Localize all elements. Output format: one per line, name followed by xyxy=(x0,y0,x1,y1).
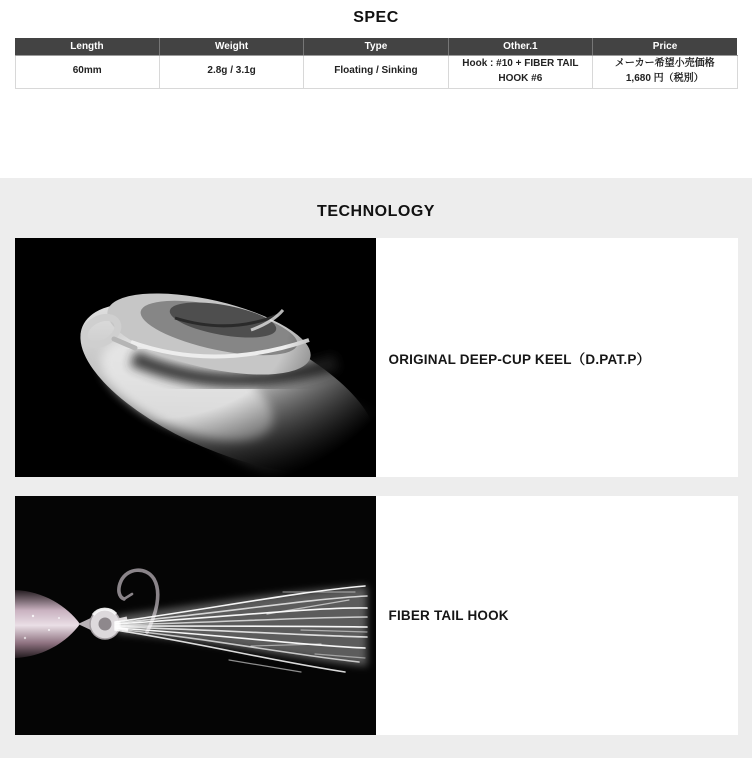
deep-cup-keel-label: ORIGINAL DEEP-CUP KEEL（D.PAT.P） xyxy=(376,238,738,477)
spec-title: SPEC xyxy=(353,9,399,26)
spec-col-other1: Other.1 xyxy=(448,38,592,55)
spec-value-row xyxy=(15,55,737,88)
spec-col-length: Length xyxy=(15,38,159,55)
spec-section xyxy=(0,0,752,178)
technology-row-deep-cup-keel xyxy=(15,238,738,477)
technology-section xyxy=(0,178,752,758)
spec-value-other1: Hook : #10 + FIBER TAIL HOOK #6 xyxy=(448,55,592,88)
spec-col-price: Price xyxy=(593,38,737,55)
price-line2: 1,680 円（税別） xyxy=(625,72,704,84)
spec-value-length: 60mm xyxy=(15,55,159,88)
spec-header-row xyxy=(15,38,737,55)
spec-col-type: Type xyxy=(304,38,448,55)
fiber-tail-hook-image xyxy=(15,496,376,735)
spec-value-type: Floating / Sinking xyxy=(304,55,448,88)
technology-row-fiber-tail-hook xyxy=(15,496,738,735)
spec-value-price xyxy=(593,55,737,88)
spec-value-weight: 2.8g / 3.1g xyxy=(159,55,303,88)
spec-table xyxy=(15,38,738,89)
price-line1: メーカー希望小売価格 xyxy=(614,58,715,69)
spec-col-weight: Weight xyxy=(159,38,303,55)
technology-title: TECHNOLOGY xyxy=(317,203,435,220)
deep-cup-keel-image xyxy=(15,238,376,477)
fiber-tail-hook-label: FIBER TAIL HOOK xyxy=(376,496,738,735)
